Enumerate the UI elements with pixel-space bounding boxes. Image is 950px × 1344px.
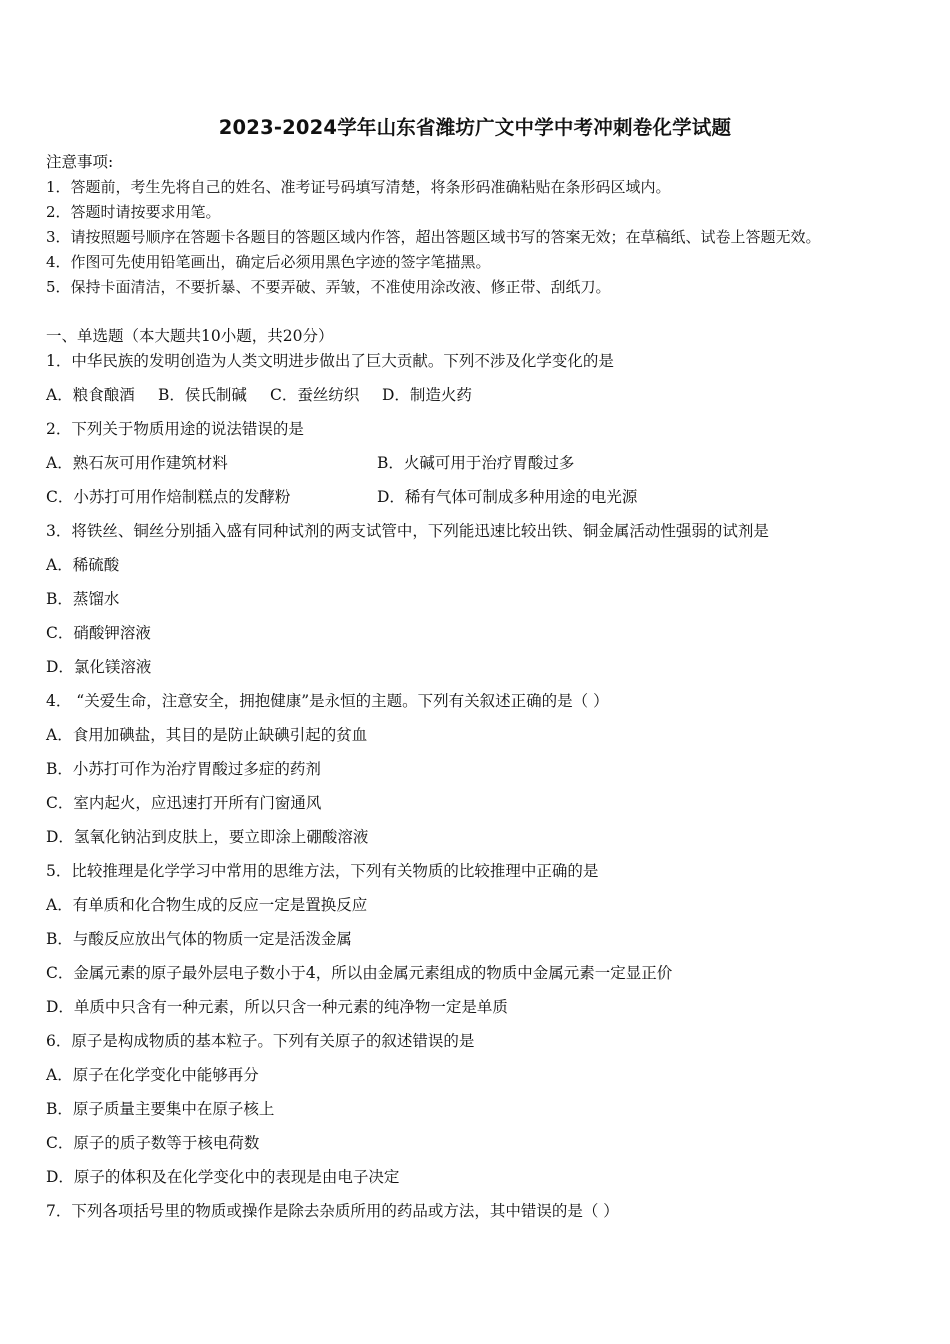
notice-item: 2．答题时请按要求用笔。	[46, 203, 221, 221]
notice-heading: 注意事项:	[46, 153, 114, 171]
option-b: B．蒸馏水	[46, 590, 120, 608]
option-a: A．原子在化学变化中能够再分	[46, 1066, 259, 1084]
question-2-options-row-2	[46, 487, 926, 507]
question-stem-6: 6．原子是构成物质的基本粒子。下列有关原子的叙述错误的是	[46, 1032, 475, 1050]
option-a: A．熟石灰可用作建筑材料	[46, 454, 228, 472]
notice-item: 4．作图可先使用铅笔画出，确定后必须用黑色字迹的签字笔描黑。	[46, 253, 491, 271]
option-c: C．小苏打可用作焙制糕点的发酵粉	[46, 488, 291, 506]
option-c: C．硝酸钾溶液	[46, 624, 151, 642]
question-stem-2: 2．下列关于物质用途的说法错误的是	[46, 420, 304, 438]
option-d: D．单质中只含有一种元素，所以只含一种元素的纯净物一定是单质	[46, 998, 508, 1016]
question-stem-3: 3．将铁丝、铜丝分别插入盛有同种试剂的两支试管中，下列能迅速比较出铁、铜金属活动性强弱的试剂是	[46, 522, 769, 540]
option-a: A．食用加碘盐，其目的是防止缺碘引起的贫血	[46, 726, 368, 744]
option-b: B．侯氏制碱	[158, 386, 247, 404]
option-c: C．蚕丝纺织	[270, 386, 360, 404]
notice-item: 5．保持卡面清洁，不要折暴、不要弄破、弄皱，不准使用涂改液、修正带、刮纸刀。	[46, 278, 611, 296]
option-b: B．原子质量主要集中在原子核上	[46, 1100, 275, 1118]
option-b: B．与酸反应放出气体的物质一定是活泼金属	[46, 930, 352, 948]
option-d: D．氯化镁溶液	[46, 658, 152, 676]
question-stem-7: 7．下列各项括号里的物质或操作是除去杂质所用的药品或方法，其中错误的是（ ）	[46, 1202, 619, 1220]
question-1-options	[46, 385, 926, 405]
notice-item: 1．答题前，考生先将自己的姓名、准考证号码填写清楚，将条形码准确粘贴在条形码区域内。	[46, 178, 671, 196]
notice-item: 3．请按照题号顺序在答题卡各题目的答题区域内作答，超出答题区域书写的答案无效；在草稿纸、试卷上答题无效。	[46, 228, 821, 246]
option-b: B．小苏打可作为治疗胃酸过多症的药剂	[46, 760, 321, 778]
option-a: A．粮食酿酒	[46, 386, 135, 404]
option-d: D．制造火药	[382, 386, 472, 404]
option-c: C．室内起火，应迅速打开所有门窗通风	[46, 794, 322, 812]
option-d: D．稀有气体可制成多种用途的电光源	[377, 488, 638, 506]
option-b: B．火碱可用于治疗胃酸过多	[377, 454, 575, 472]
option-c: C．原子的质子数等于核电荷数	[46, 1134, 260, 1152]
question-2-options-row-1	[46, 453, 926, 473]
option-a: A．稀硫酸	[46, 556, 120, 574]
option-d: D．氢氧化钠沾到皮肤上，要立即涂上硼酸溶液	[46, 828, 369, 846]
option-a: A．有单质和化合物生成的反应一定是置换反应	[46, 896, 368, 914]
option-d: D．原子的体积及在化学变化中的表现是由电子决定	[46, 1168, 400, 1186]
option-c: C．金属元素的原子最外层电子数小于4，所以由金属元素组成的物质中金属元素一定显正价	[46, 964, 673, 982]
section-heading: 一、单选题（本大题共10小题，共20分）	[46, 327, 334, 345]
question-stem-5: 5．比较推理是化学学习中常用的思维方法，下列有关物质的比较推理中正确的是	[46, 862, 599, 880]
question-stem-1: 1．中华民族的发明创造为人类文明进步做出了巨大贡献。下列不涉及化学变化的是	[46, 352, 614, 370]
question-stem-4: 4． “关爱生命，注意安全，拥抱健康”是永恒的主题。下列有关叙述正确的是（ ）	[46, 692, 609, 710]
page-title: 2023-2024学年山东省潍坊广文中学中考冲刺卷化学试题	[218, 116, 732, 139]
